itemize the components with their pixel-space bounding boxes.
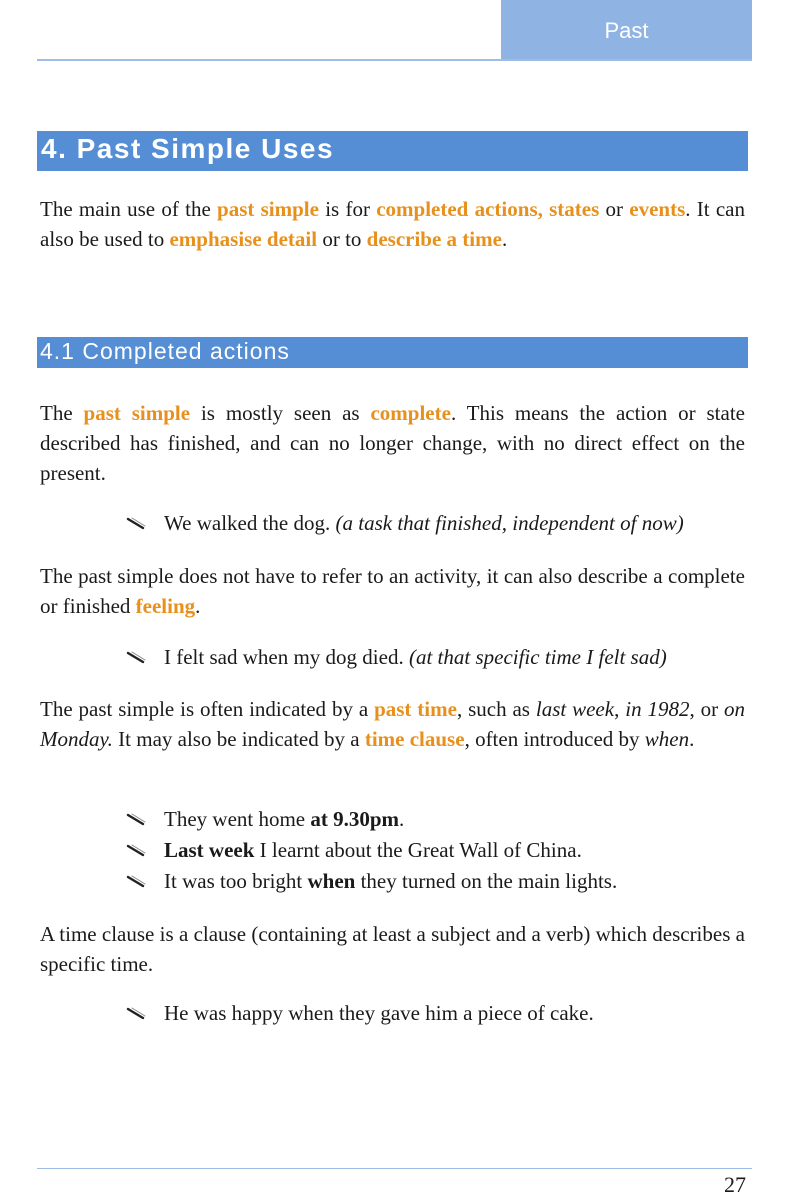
subsection-heading: 4.1 Completed actions (37, 337, 748, 368)
text-run: . (501, 227, 508, 251)
highlighted-term: events (629, 197, 686, 221)
text-run: , such as (456, 697, 536, 721)
example-happy-cake (126, 998, 746, 1029)
paragraph-time-clause (40, 919, 745, 979)
example-text (164, 869, 617, 893)
example-last-week (126, 835, 746, 866)
arrow-bullet-icon (126, 642, 164, 674)
text-run: The main use of the (40, 197, 218, 221)
text-run: It may also be indicated by a (112, 727, 365, 751)
text-run: The past simple is often indicated by a (40, 697, 375, 721)
text-run: He was happy when they gave him a piece of cake. (164, 1001, 594, 1025)
text-run: . (689, 727, 695, 751)
text-run: , often introduced by (464, 727, 645, 751)
text-run: A time clause is a clause (containing at least a subject and a verb) which describes a specific time. (40, 922, 745, 976)
bold-text: at 9.30pm (310, 807, 400, 831)
example-text (164, 838, 582, 862)
text-run: or to (317, 227, 367, 251)
example-too-bright (126, 866, 746, 897)
section-intro-paragraph (40, 194, 745, 254)
highlighted-term: past time (374, 697, 457, 721)
highlighted-term: time clause (364, 727, 465, 751)
italic-text: (at that specific time I felt sad) (408, 645, 667, 669)
example-text (164, 645, 667, 669)
italic-text: in 1982 (625, 697, 690, 721)
header-divider (37, 59, 752, 61)
text-run: The past simple does not have to refer to an activity, it can also describe a complete or finished (40, 564, 745, 618)
text-run: is mostly seen as (190, 401, 371, 425)
page-number: 27 (724, 1172, 746, 1197)
text-run: or (599, 197, 630, 221)
text-run: I learnt about the Great Wall of China. (254, 838, 582, 862)
text-run: , or (689, 697, 724, 721)
text-run: I felt sad when my dog died. (164, 645, 409, 669)
text-run: . (399, 807, 405, 831)
paragraph-complete-definition (40, 398, 745, 488)
highlighted-term: past simple (83, 401, 191, 425)
footer-divider (37, 1168, 752, 1169)
italic-text: (a task that finished, independent of now) (335, 511, 684, 535)
example-text (164, 807, 404, 831)
text-run: The (40, 401, 84, 425)
arrow-bullet-icon (126, 804, 164, 836)
bold-text: Last week (164, 838, 255, 862)
highlighted-term: complete (370, 401, 451, 425)
highlighted-term: feeling (135, 594, 196, 618)
text-run: , (614, 697, 626, 721)
example-went-home (126, 804, 746, 835)
example-text (164, 1001, 594, 1025)
text-run: is for (318, 197, 377, 221)
arrow-bullet-icon (126, 998, 164, 1030)
text-run: We walked the dog. (164, 511, 336, 535)
text-run: . (195, 594, 201, 618)
text-run: They went home (164, 807, 311, 831)
text-run: . This means the action or state described has finished, and can no longer change, with no direct effect on the present. (40, 401, 745, 485)
arrow-bullet-icon (126, 508, 164, 540)
text-run: they turned on the main lights. (355, 869, 618, 893)
highlighted-term: past simple (217, 197, 319, 221)
paragraph-time-indicators (40, 694, 745, 754)
bold-text: when (307, 869, 356, 893)
highlighted-term: describe a time (366, 227, 502, 251)
italic-text: last week (535, 697, 615, 721)
arrow-bullet-icon (126, 866, 164, 898)
example-walked-dog (126, 508, 746, 539)
arrow-bullet-icon (126, 835, 164, 867)
example-felt-sad (126, 642, 746, 673)
example-text (164, 511, 684, 535)
italic-text: when (644, 727, 690, 751)
chapter-tab-past: Past (501, 0, 752, 59)
highlighted-term: emphasise detail (169, 227, 318, 251)
italic-text: on Monday. (40, 697, 745, 751)
text-run: . It can also be used to (40, 197, 745, 251)
section-heading: 4. Past Simple Uses (37, 131, 748, 171)
text-run: It was too bright (164, 869, 308, 893)
paragraph-feeling (40, 561, 745, 621)
highlighted-term: completed actions, states (376, 197, 600, 221)
